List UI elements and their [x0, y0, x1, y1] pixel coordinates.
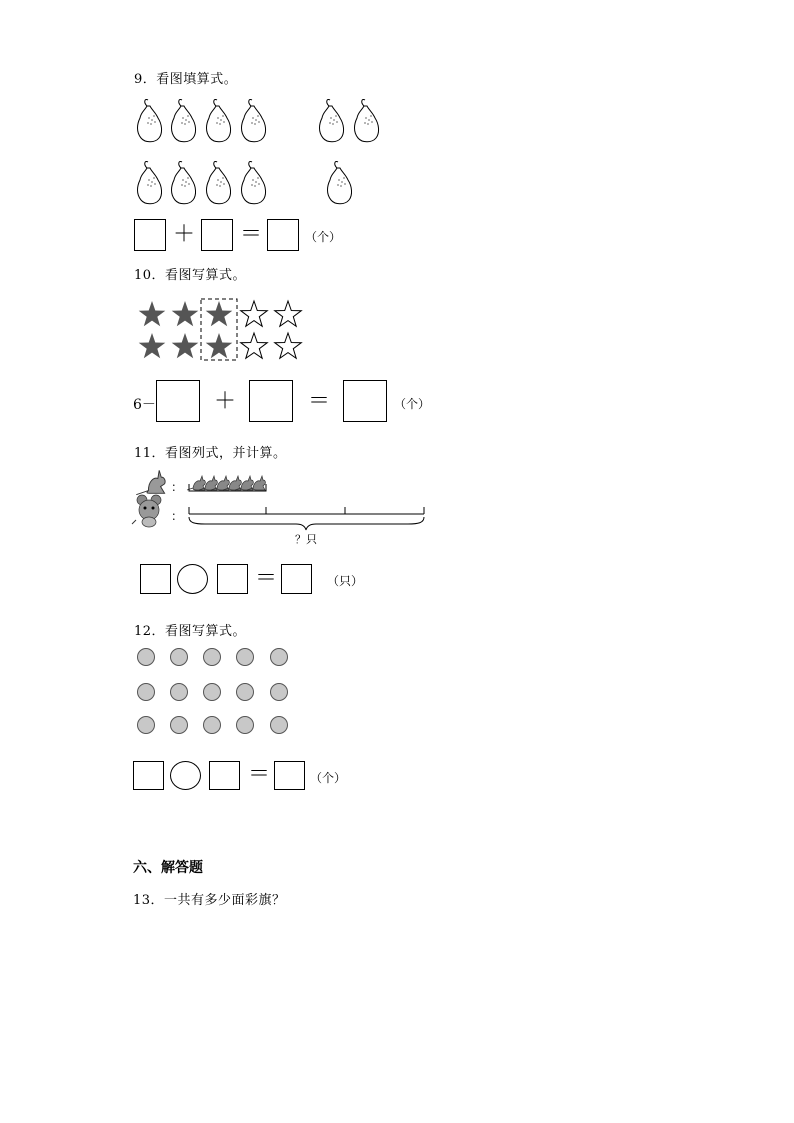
kangaroo-icon: [235, 476, 253, 490]
dot: [137, 683, 155, 701]
q12-answer-box-3[interactable]: [274, 761, 305, 790]
q9-answer-box-2[interactable]: [201, 219, 233, 251]
section-six-title: 六、解答题: [133, 860, 203, 876]
kangaroo-icon: [187, 476, 205, 490]
pear-icon: [172, 161, 196, 203]
q9-unit: （个）: [305, 230, 342, 244]
q9-answer-box-1[interactable]: [134, 219, 166, 251]
q10-answer-box-3[interactable]: [343, 380, 387, 422]
q11-title: 11．看图列式，并计算。: [134, 446, 287, 461]
dot: [236, 683, 254, 701]
pear-icon: [207, 99, 231, 141]
dot: [170, 716, 188, 734]
q12-operator-circle[interactable]: [170, 761, 201, 790]
q11-answer-box-3[interactable]: [281, 564, 312, 594]
empty-star-icon: [241, 333, 268, 358]
pear-icon: [355, 99, 379, 141]
filled-star-icon: [206, 333, 233, 358]
filled-star-icon: [172, 333, 199, 358]
q12-title: 12．看图写算式。: [134, 624, 247, 639]
mouse-colon: ：: [171, 509, 184, 523]
pear-icon: [242, 99, 266, 141]
kangaroo-icon: [136, 470, 165, 494]
kangaroo-icon: [223, 476, 241, 490]
dot: [137, 716, 155, 734]
empty-star-icon: [241, 301, 268, 326]
kangaroo-icon: [211, 476, 229, 490]
kangaroo-icon: [247, 476, 265, 490]
filled-star-icon: [139, 301, 166, 326]
dot: [170, 648, 188, 666]
dot: [236, 648, 254, 666]
dot: [270, 648, 288, 666]
filled-star-icon: [139, 333, 166, 358]
pear-icon: [320, 99, 344, 141]
kangaroo-group: [187, 476, 265, 490]
dot: [170, 683, 188, 701]
question-label: ？只: [295, 533, 317, 546]
q11-equals-sign: ＝: [255, 566, 278, 591]
q11-answer-box-1[interactable]: [140, 564, 171, 594]
kangaroo-icon: [199, 476, 217, 490]
q10-title: 10．看图写算式。: [134, 268, 247, 283]
dot: [270, 683, 288, 701]
dot: [203, 683, 221, 701]
q9-title: 9．看图填算式。: [134, 72, 238, 87]
dot: [270, 716, 288, 734]
pear-icon: [138, 99, 162, 141]
q9-plus-sign: ＋: [173, 222, 196, 247]
mouse-icon: [132, 495, 161, 527]
q9-equals-sign: ＝: [240, 222, 263, 247]
q10-plus-sign: ＋: [214, 389, 237, 414]
q12-equals-sign: ＝: [248, 762, 271, 787]
q10-unit: （个）: [394, 397, 431, 411]
pear-icon: [172, 99, 196, 141]
q12-answer-box-1[interactable]: [133, 761, 164, 790]
kangaroo-colon: ：: [171, 480, 184, 494]
empty-star-icon: [275, 333, 302, 358]
kangaroo-bracket: [189, 484, 266, 491]
q11-unit: （只）: [327, 574, 364, 588]
q10-answer-box-2[interactable]: [249, 380, 293, 422]
dot: [203, 716, 221, 734]
pear-icon: [328, 161, 352, 203]
dot: [236, 716, 254, 734]
filled-star-icon: [206, 301, 233, 326]
pear-icon: [138, 161, 162, 203]
q10-answer-box-1[interactable]: [156, 380, 200, 422]
q12-unit: （个）: [310, 771, 347, 785]
q10-equals-sign: ＝: [308, 389, 331, 414]
q10-prefix: 6－: [133, 397, 156, 413]
q11-answer-box-2[interactable]: [217, 564, 248, 594]
dot: [137, 648, 155, 666]
dashed-selection-box: [201, 299, 237, 360]
q13-title: 13．一共有多少面彩旗？: [133, 893, 286, 908]
q11-operator-circle[interactable]: [177, 564, 208, 594]
empty-star-icon: [275, 301, 302, 326]
q12-answer-box-2[interactable]: [209, 761, 240, 790]
pear-icon: [207, 161, 231, 203]
dot: [203, 648, 221, 666]
q9-answer-box-3[interactable]: [267, 219, 299, 251]
total-brace: [189, 517, 424, 530]
pear-icon: [242, 161, 266, 203]
filled-star-icon: [172, 301, 199, 326]
